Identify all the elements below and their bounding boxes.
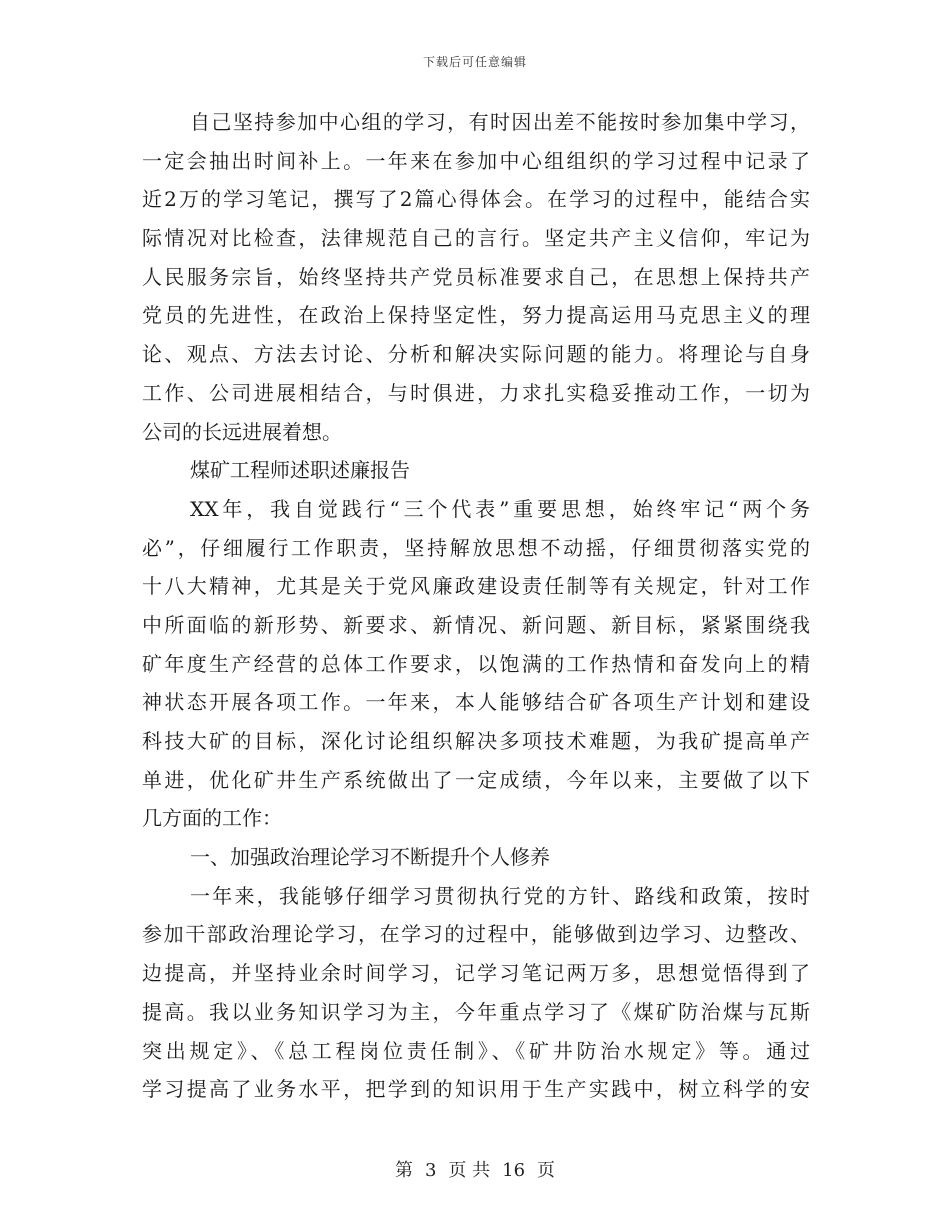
page-header-note: 下载后可任意编辑: [422, 55, 527, 69]
text-line: 提高。我以业务知识学习为主，今年重点学习了《煤矿防治煤与瓦斯: [142, 999, 810, 1024]
text-line: 学习提高了业务水平，把学到的知识用于生产实践中，树立科学的安: [142, 1077, 810, 1102]
text-line: 边提高，并坚持业余时间学习，记学习笔记两万多，思想觉悟得到了: [142, 961, 810, 986]
document-body: [142, 103, 810, 1109]
text-line: 神状态开展各项工作。一年来，本人能够结合矿各项生产计划和建设: [142, 690, 810, 715]
text-line: 一年来，我能够仔细学习贯彻执行党的方针、路线和政策，按时: [190, 883, 810, 908]
footer-suffix: 页: [537, 1160, 556, 1181]
text-line: 近2万的学习笔记，撰写了2篇心得体会。在学习的过程中，能结合实: [142, 187, 810, 212]
text-line: 十八大精神，尤其是关于党风廉政建设责任制等有关规定，针对工作: [142, 574, 810, 599]
footer-prefix: 第: [394, 1160, 413, 1181]
page-footer: [0, 1156, 950, 1182]
footer-middle: 页 共: [448, 1160, 491, 1181]
text-line: 自己坚持参加中心组的学习，有时因出差不能按时参加集中学习，: [190, 110, 810, 134]
text-line: 参加干部政治理论学习，在学习的过程中，能够做到边学习、边整改、: [142, 922, 810, 947]
text-line: 中所面临的新形势、新要求、新情况、新问题、新目标，紧紧围绕我: [142, 612, 810, 637]
text-line: 必”，仔细履行工作职责，坚持解放思想不动摇，仔细贯彻落实党的: [142, 535, 810, 560]
text-line: 人民服务宗旨，始终坚持共产党员标准要求自己，在思想上保持共产: [142, 264, 810, 289]
text-line: 一、加强政治理论学习不断提升个人修养: [190, 845, 550, 870]
text-line: 党员的先进性，在政治上保持坚定性，努力提高运用马克思主义的理: [142, 303, 810, 328]
text-line: 际情况对比检查，法律规范自己的言行。坚定共产主义信仰，牢记为: [142, 226, 810, 251]
text-line: 突出规定》、《总工程岗位责任制》、《矿井防治水规定》等。通过: [142, 1038, 810, 1063]
footer-page-number: 3: [424, 1160, 437, 1181]
text-line: 公司的长远进展着想。: [142, 419, 342, 444]
text-line: 论、观点、方法去讨论、分析和解决实际问题的能力。将理论与自身: [142, 342, 810, 367]
text-line: 一定会抽出时间补上。一年来在参加中心组组织的学习过程中记录了: [142, 148, 810, 173]
text-line: 科技大矿的目标，深化讨论组织解决多项技术难题，为我矿提高单产: [142, 729, 810, 753]
text-line: 煤矿工程师述职述廉报告: [190, 458, 410, 483]
text-line: 工作、公司进展相结合，与时俱进，力求扎实稳妥推动工作，一切为: [142, 380, 810, 405]
text-line: 单进，优化矿井生产系统做出了一定成绩，今年以来，主要做了以下: [142, 767, 810, 792]
text-line: 几方面的工作：: [142, 806, 282, 831]
text-line: XX年，我自觉践行“三个代表”重要思想，始终牢记“两个务: [190, 496, 810, 521]
text-line: 矿年度生产经营的总体工作要求，以饱满的工作热情和奋发向上的精: [142, 651, 810, 676]
footer-total-pages: 16: [502, 1160, 526, 1181]
